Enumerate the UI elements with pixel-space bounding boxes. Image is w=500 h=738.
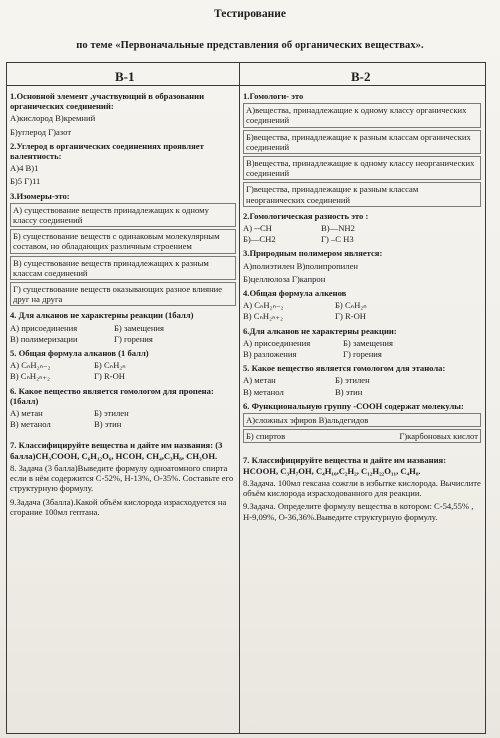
v2-q6-option-c: В) метанол [243,386,284,397]
page-subtitle: по теме «Первоначальные представления об органических веществах». [76,40,424,51]
v1-q3-option-c: В) существование веществ принадлежащих к разным классам соединений [10,256,236,280]
v2-question-alkanes: 6.Для алканов не характерны реакции: [243,325,397,336]
v2-q2-option-a: А) --CH [243,223,272,234]
v1-question-5: 5. Общая формула алканов (1 балл) [10,348,149,359]
v2-q1-option-d: Г)вещества, принадлежащие к разным классам неорганических соединений [243,182,481,206]
v1-q1-option-a: А)кислород В)кремний [10,113,96,124]
v1-q5-option-b: Б) CₙH₂ₙ [94,360,126,371]
v2-q4-option-c: В) CₙH₂ₙ₊₂ [243,311,284,322]
v1-q3-option-a: А) существование веществ принадлежащих к одному классу соединений [10,203,236,227]
v2-question-8: 8.Задача. 100мл гексана сожгли в избытке кислорода. Вычислите объём кислорода израсходованного для реакции. [243,477,481,499]
v2-q5-option-a: А) присоединения [243,337,311,348]
v1-q4-option-b: Б) замещения [114,322,164,333]
v2-question-functional-group: 6. Функциональную группу -COOH содержат молекулы: [243,400,464,411]
v2-q7-option-d: Г)карбоновых кислот [399,431,478,442]
v1-question-1: 1.Основной элемент ,участвующий в образовании органических соединений: [10,91,205,112]
v2-q6-option-b: Б) этилен [335,375,370,386]
v2-q4-option-a: А) CₙH₂ₙ₋₂ [243,300,284,311]
v1-q4-option-d: Г) горения [114,333,153,344]
v2-q1-option-a: А)вещества, принадлежащие к одному классу органических соединений [243,103,481,127]
variants-table [6,62,486,734]
v1-q6-option-c: В) метанол [10,419,51,430]
v1-q6-option-a: А) метан [10,408,43,419]
v1-q6-option-b: Б) этилен [94,408,129,419]
v1-q3-option-b: Б) существование веществ с одинаковым молекулярным составом, но обладающих различным строением [10,229,236,253]
v1-q4-option-c: В) полимеризации [10,333,78,344]
v1-q5-option-c: В) CₙH₂ₙ₊₂ [10,371,51,382]
v1-q3-option-d: Г) существование веществ оказывающих разное влияние друг на друга [10,282,236,306]
v1-q1-option-b: Б)углерод Г)азот [10,126,72,137]
v2-q3-option-a: А)полиэтилен В)полипропилен [243,260,358,271]
v2-question-9: 9.Задача. Определите формулу вещества в котором: C-54,55% , H-9,09%, O-36,36%.Выведите структурную формулу. [243,501,474,522]
v2-q2-option-b: В)—NH2 [321,223,355,234]
v2-q6-option-a: А) метан [243,375,276,386]
v2-q5-option-d: Г) горения [343,349,382,360]
v2-q4-option-d: Г) R-OH [335,311,366,322]
v2-q2-option-d: Г) –C H3 [321,234,354,245]
v2-question-homolog: 5. Какое вещество является гомологом для этанола: [243,363,446,374]
v1-q5-option-d: Г) R-OH [94,371,125,382]
v2-question-1: 1.Гомологи- это [243,91,304,101]
v2-q7-option-b: Б) спиртов [246,431,286,442]
v2-question-7: 7. Классифицируйте вещества и дайте им названия: HCOOH, C₃H₇OH, C₄H₁₀,C₂H₂, C₁₂H₂₂O₁₁, C₄H₈. [243,455,447,476]
v1-q2-option-b: Б)5 Г)11 [10,176,41,187]
v2-q6-option-d: В) этин [335,386,363,397]
v1-q2-option-a: А)4 В)1 [10,163,39,174]
v2-q3-option-b: Б)целлюлоза Г)капрон [243,273,326,284]
v2-q1-option-c: В)вещества, принадлежащие к одному классу неорганических соединений [243,156,481,180]
v1-question-8: 8. Задача (3 балла)Выведите формулу одноатомного спирта если в нём содержится C-52%, H-13%, O-35%. Составьте его структурную формулу. [10,462,234,494]
v2-question-4: 4.Общая формула алкенов [243,288,347,299]
variant-2-heading: В-2 [351,69,371,84]
v1-question-2: 2.Углерод в органических соединениях проявляет валентность: [10,140,204,162]
variant-2-column [243,87,481,525]
v2-q5-option-c: В) разложения [243,349,297,360]
v1-question-4: 4. Для алканов не характерны реакции (1балл) [10,310,194,321]
v2-q2-option-c: Б)—CH2 [243,234,276,245]
v1-question-3: 3.Изомеры-это: [10,190,70,201]
variant-1-heading: В-1 [115,69,135,84]
v1-q6-option-d: В) этин [94,419,122,430]
v1-q5-option-a: А) CₙH₂ₙ₋₂ [10,360,51,371]
v2-q4-option-b: Б) CₙH₂ₙ [335,300,367,311]
v1-q4-option-a: А) присоединения [10,322,78,333]
page-title: Тестирование [213,8,287,20]
v1-question-6: 6. Какое вещество является гомологом для пропена: (1балл) [10,385,214,406]
header-rule [7,85,485,86]
v2-question-3: 3.Природным полимером является: [243,248,383,259]
v1-question-9: 9.Задача (3балла).Какой объём кислорода израсходуется на сгорание 100мл гептана. [10,496,227,517]
v1-question-7: 7. Классифицируйте вещества и дайте им названия: (3 балла)CH₃COOH, C₆H₁₂O₆, HCOH, CH₄,C₃H₈, CH₃OH. [10,440,223,461]
v2-q5-option-b: Б) замещения [343,337,393,348]
v2-q1-option-b: Б)вещества, принадлежащие к разным классам органических соединений [243,130,481,154]
v2-question-2: 2.Гомологическая разность это : [243,210,369,221]
v2-q7-options-row [243,429,481,443]
v2-q7-option-ac: А)сложных эфиров В)альдегидов [243,413,481,427]
column-divider [239,63,240,733]
variant-1-column [10,87,236,520]
